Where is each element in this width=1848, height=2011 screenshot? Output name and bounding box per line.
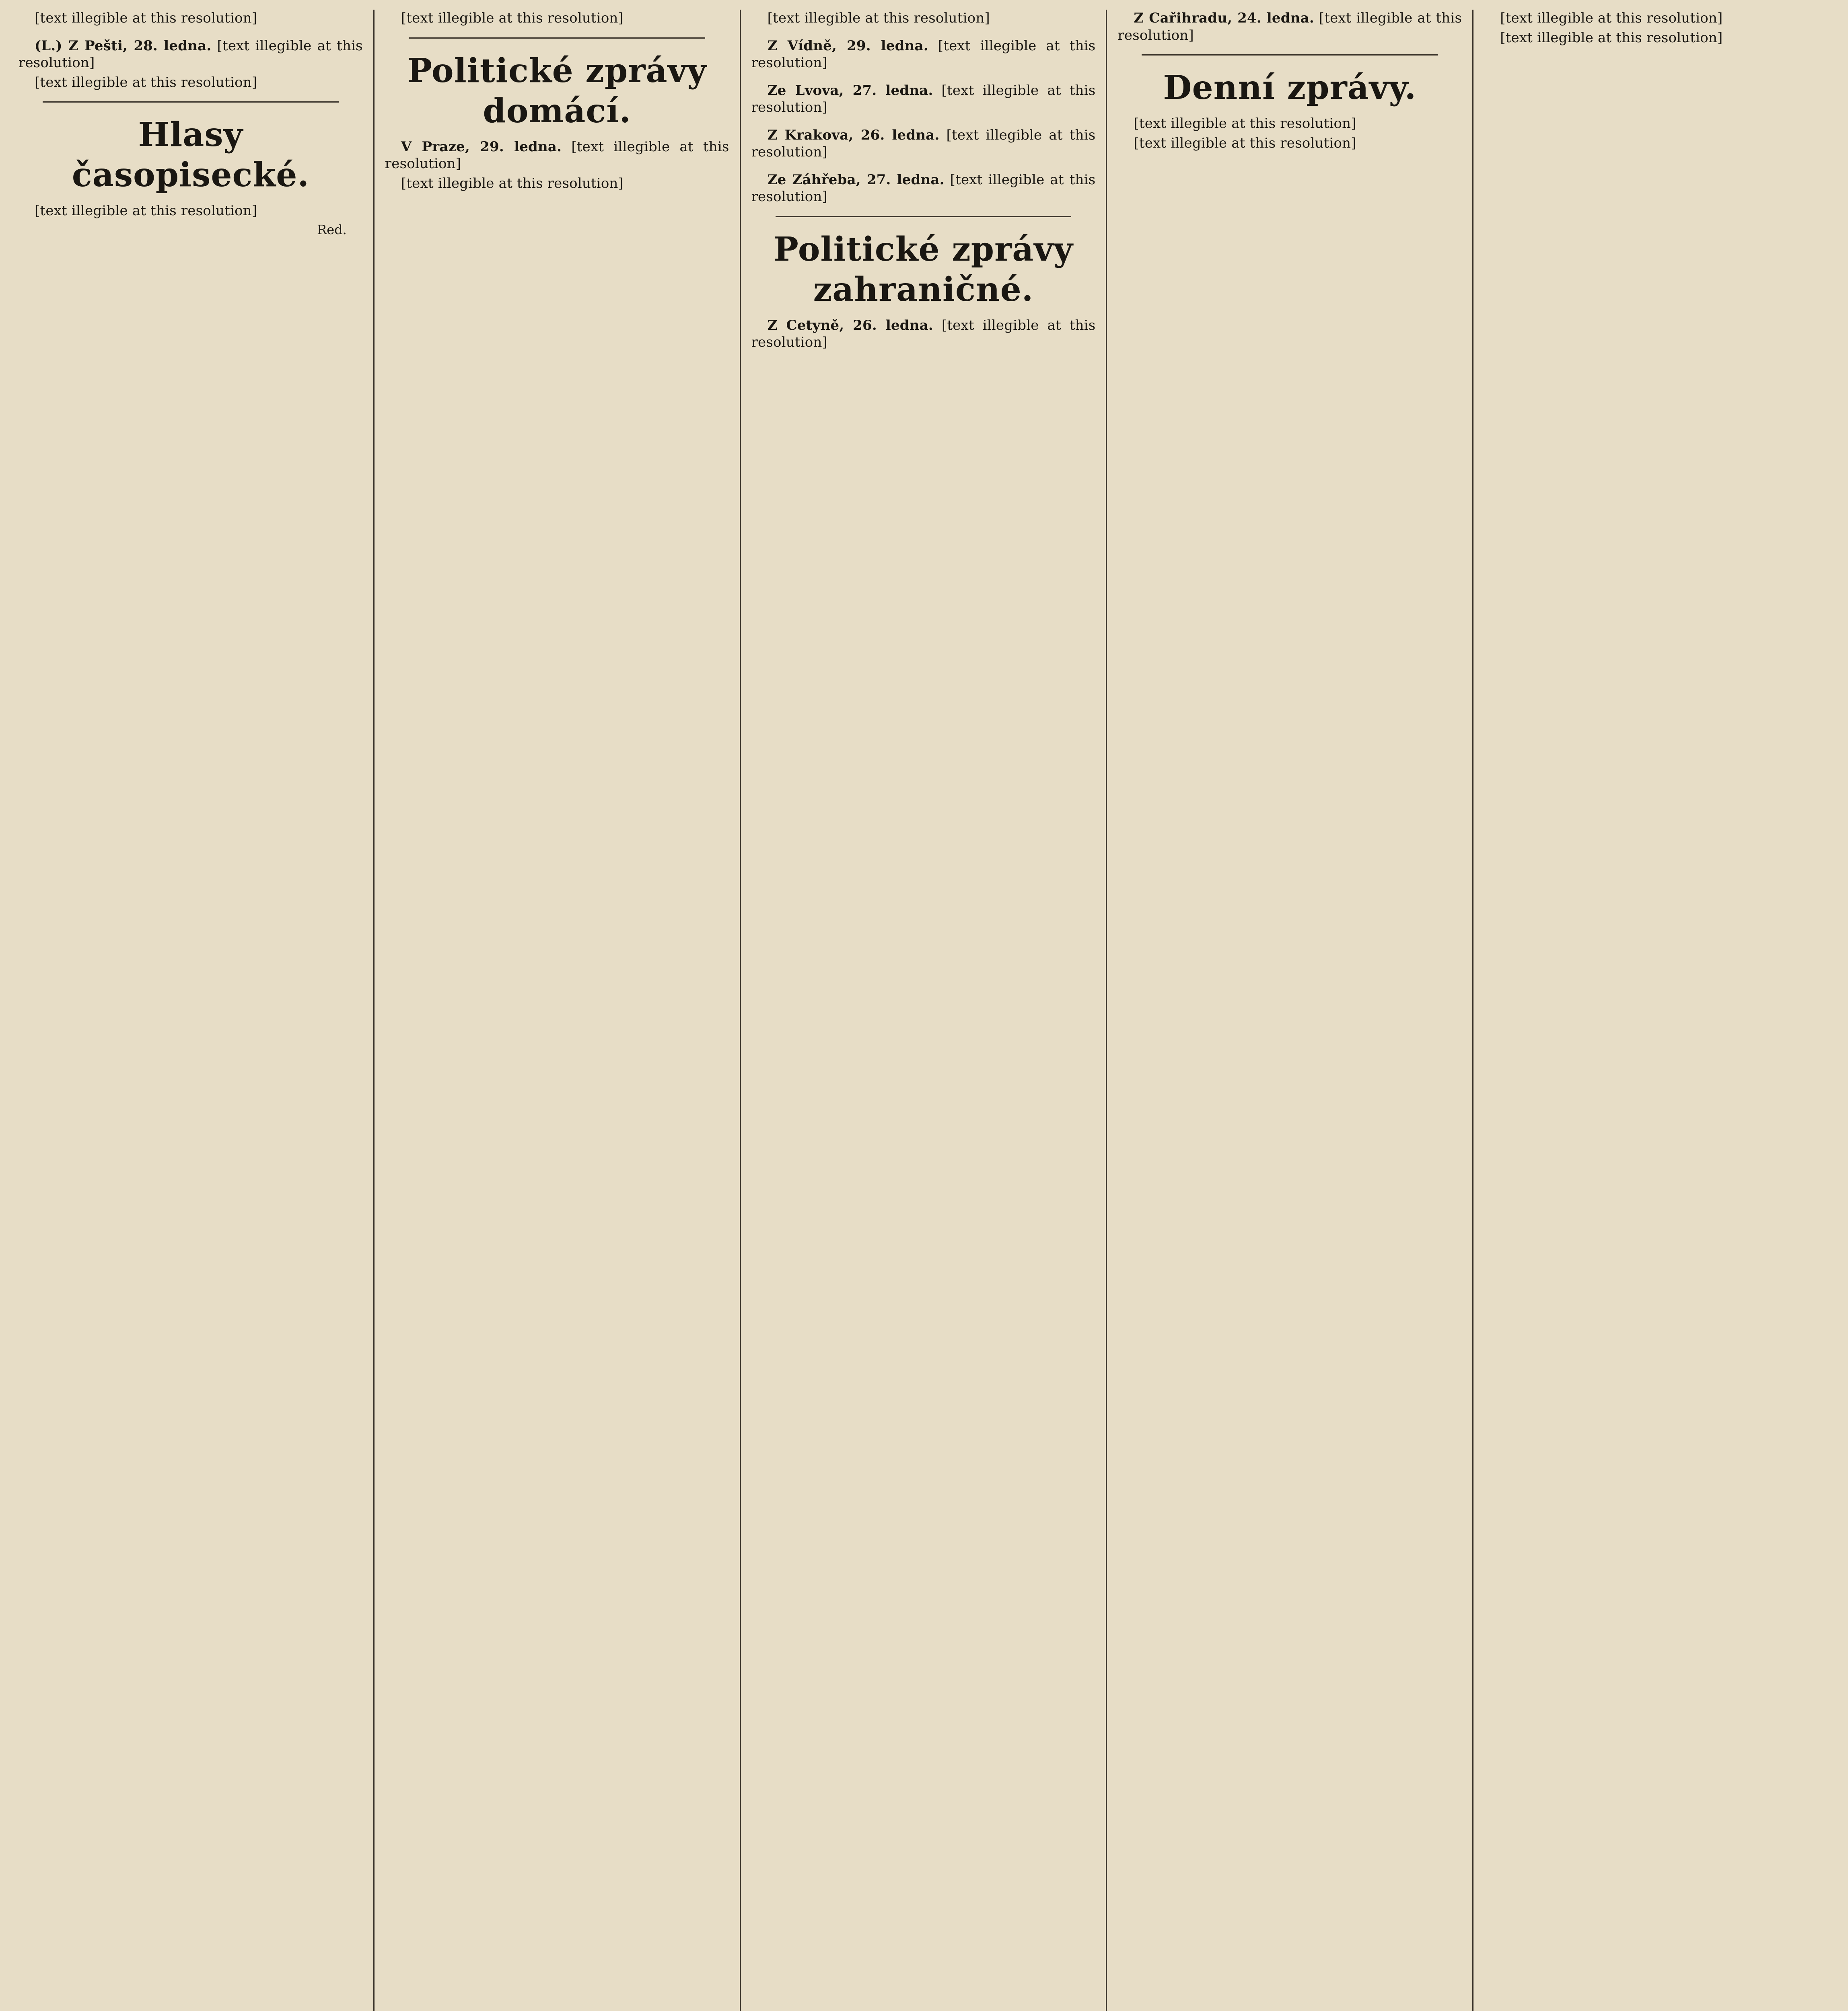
article-denni-continued xyxy=(1484,10,1829,46)
paragraph: [text illegible at this resolution] xyxy=(767,10,990,26)
paragraph: [text illegible at this resolution] xyxy=(1134,115,1356,132)
paragraph: [text illegible at this resolution] xyxy=(35,10,257,26)
article-continued xyxy=(385,10,729,27)
column-4 xyxy=(1107,10,1473,2011)
dateline: Z Cetyně, 26. ledna. xyxy=(767,317,933,333)
dateline: Z Krakova, 26. ledna. xyxy=(767,127,940,143)
paragraph: [text illegible at this resolution] xyxy=(401,175,624,191)
section-rule xyxy=(409,37,705,39)
column-2 xyxy=(375,10,741,2011)
paragraph: [text illegible at this resolution] xyxy=(1500,29,1723,46)
article-zahrebu xyxy=(751,171,1096,206)
paragraph: [text illegible at this resolution] xyxy=(35,203,257,219)
section-rule xyxy=(776,216,1072,217)
article-cetyne xyxy=(751,317,1096,351)
article-hlasy xyxy=(19,202,363,237)
paragraph: [text illegible at this resolution] xyxy=(401,10,624,26)
article-continued xyxy=(751,10,1096,27)
article-pest xyxy=(19,37,363,91)
paragraph: Z Cetyně, 26. ledna. [text illegible at this resolution] xyxy=(751,317,1096,350)
article-opening xyxy=(19,10,363,27)
dateline: (L.) Z Pešti, 28. ledna. xyxy=(35,37,212,54)
paragraph: Z Cařihradu, 24. ledna. [text illegible at this resolution] xyxy=(1117,10,1462,43)
column-5 xyxy=(1473,10,1840,2011)
paragraph: (L.) Z Pešti, 28. ledna. [text illegible at this resolution] xyxy=(19,37,363,71)
article-denni xyxy=(1117,115,1462,152)
section-title-zahranicne: Politické zprávy zahraničné. xyxy=(774,230,1073,309)
dateline: Z Vídně, 29. ledna. xyxy=(767,37,928,54)
paragraph: Ze Záhřeba, 27. ledna. [text illegible at this resolution] xyxy=(751,171,1096,205)
column-3 xyxy=(741,10,1107,2011)
article-vidne xyxy=(751,37,1096,72)
section-title-denni: Denní zprávy. xyxy=(1163,68,1417,107)
article-praha xyxy=(385,138,729,192)
paragraph: [text illegible at this resolution] xyxy=(1134,135,1356,151)
paragraph: Z Krakova, 26. ledna. [text illegible at this resolution] xyxy=(751,127,1096,160)
paragraph: Z Vídně, 29. ledna. [text illegible at this resolution] xyxy=(751,37,1096,71)
paragraph: Ze Lvova, 27. ledna. [text illegible at this resolution] xyxy=(751,82,1096,115)
article-krakova xyxy=(751,127,1096,161)
article-carihradu xyxy=(1117,10,1462,44)
dateline: Ze Záhřeba, 27. ledna. xyxy=(767,171,945,188)
article-lvova xyxy=(751,82,1096,116)
section-title-domaci: Politické zprávy domácí. xyxy=(407,51,707,130)
paragraph: [text illegible at this resolution] xyxy=(1500,10,1723,26)
paragraph: [text illegible at this resolution] xyxy=(35,74,257,90)
paragraph: V Praze, 29. ledna. [text illegible at this resolution] xyxy=(385,138,729,172)
dateline: Z Cařihradu, 24. ledna. xyxy=(1134,10,1314,26)
signature: Red. xyxy=(317,222,347,237)
section-title-hlasy: Hlasy časopisecké. xyxy=(72,115,309,194)
dateline: Ze Lvova, 27. ledna. xyxy=(767,82,933,99)
columns xyxy=(8,10,1840,2011)
dateline: V Praze, 29. ledna. xyxy=(401,138,562,155)
column-1 xyxy=(8,10,375,2011)
section-rule xyxy=(43,101,339,103)
section-rule xyxy=(1142,54,1438,56)
